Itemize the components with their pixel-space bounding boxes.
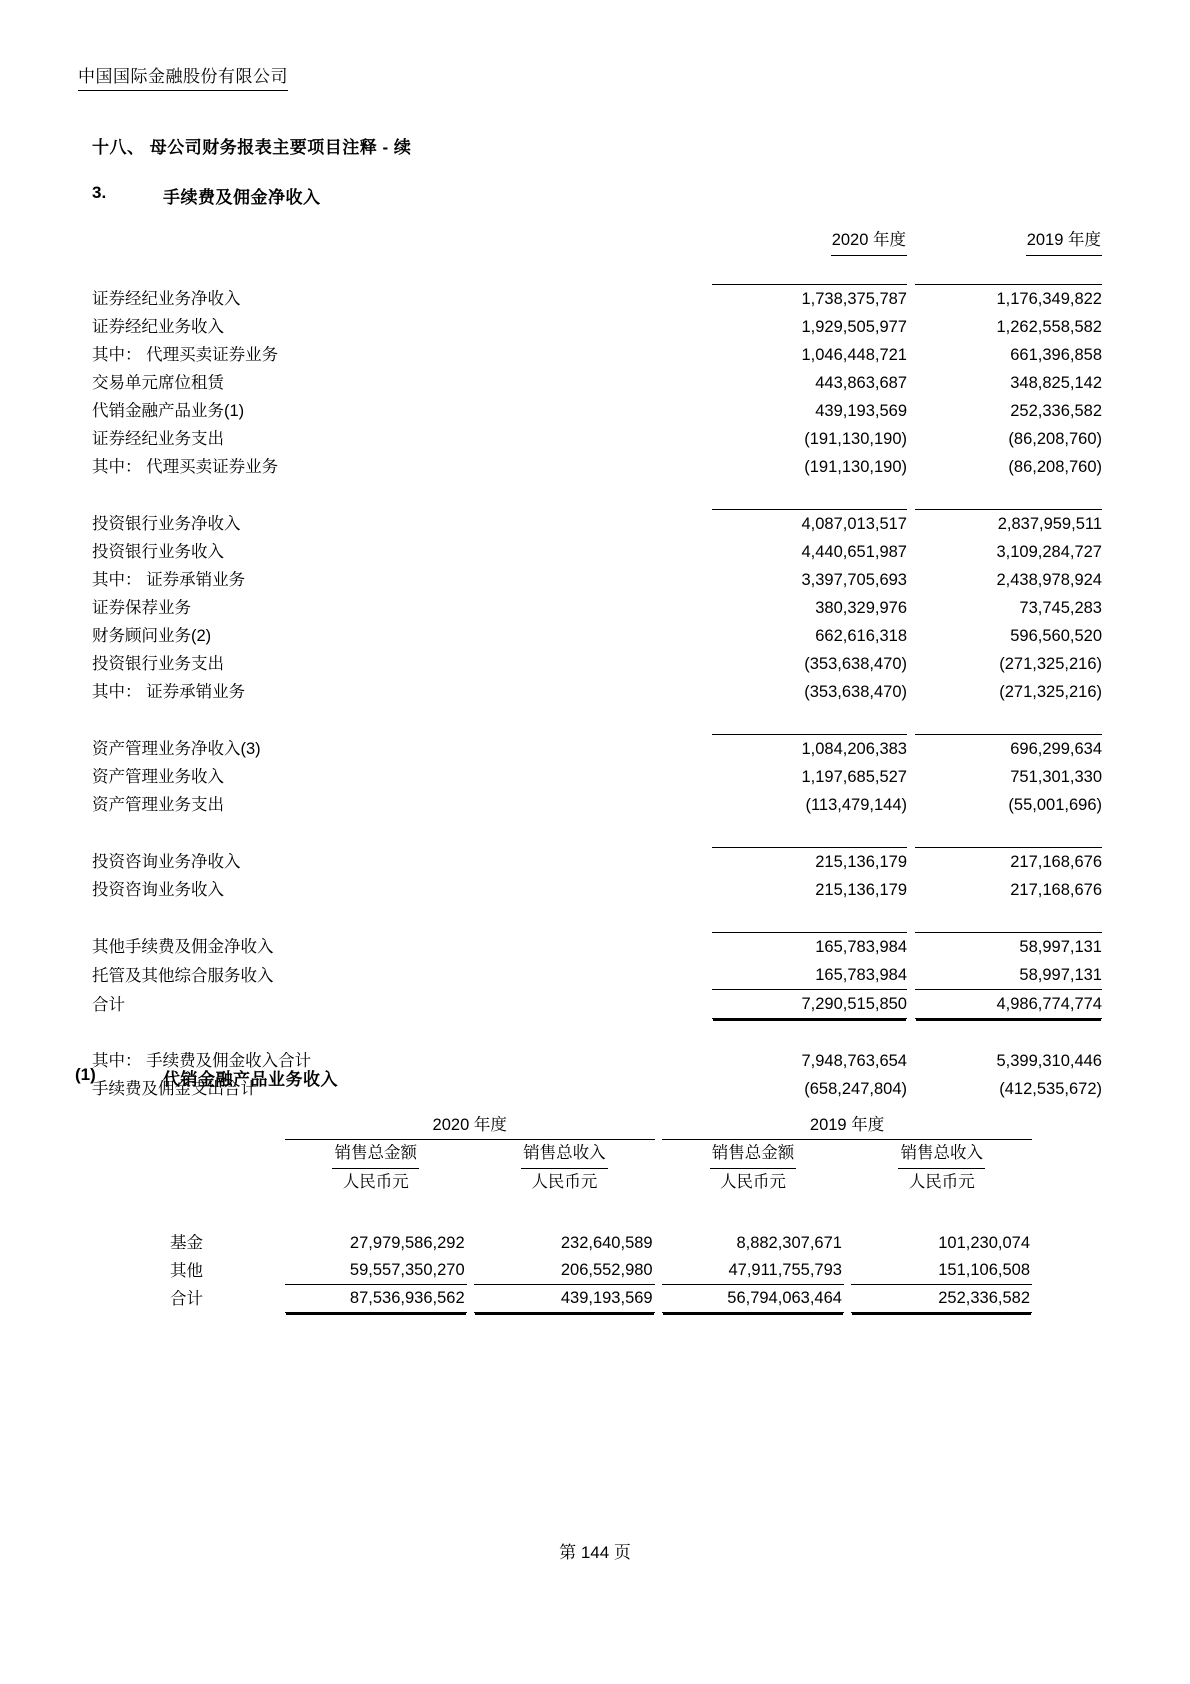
table-row bbox=[92, 313, 1102, 341]
row-value-2019: 348,825,142 bbox=[1010, 374, 1102, 392]
subtable-row-label: 其他 bbox=[170, 1261, 203, 1280]
row-label: 其中： 代理买卖证券业务 bbox=[92, 458, 279, 476]
row-label: 其他手续费及佣金净收入 bbox=[92, 938, 274, 956]
subtable-row-label: 基金 bbox=[170, 1234, 203, 1252]
row-label: 其中： 手续费及佣金收入合计 bbox=[92, 1052, 312, 1070]
table-spacer-row bbox=[92, 819, 1102, 848]
row-value-2019: 217,168,676 bbox=[1010, 881, 1102, 899]
row-label: 财务顾问业务(2) bbox=[92, 627, 212, 645]
section-title: 十八、 母公司财务报表主要项目注释 - 续 bbox=[92, 138, 412, 157]
subtable-cell: 252,336,582 bbox=[851, 1285, 1032, 1313]
subtable-cell: 27,979,586,292 bbox=[349, 1234, 465, 1252]
row-value-2019: (86,208,760) bbox=[1008, 458, 1102, 476]
row-label: 证券经纪业务收入 bbox=[92, 318, 224, 336]
row-label: 托管及其他综合服务收入 bbox=[92, 966, 274, 985]
table-row bbox=[92, 510, 1102, 539]
row-label: 手续费及佣金支出合计 bbox=[92, 1080, 257, 1098]
row-label: 投资咨询业务净收入 bbox=[92, 853, 241, 871]
row-value-2019: 58,997,131 bbox=[915, 933, 1102, 962]
column-gap bbox=[907, 876, 915, 904]
row-label: 资产管理业务净收入(3) bbox=[92, 740, 261, 758]
row-value-2019: 2,837,959,511 bbox=[915, 510, 1102, 539]
subtable-year-header-row bbox=[170, 1112, 1032, 1140]
column-gap bbox=[907, 594, 915, 622]
subtable-row-label: 合计 bbox=[170, 1289, 203, 1308]
column-gap bbox=[907, 425, 915, 453]
row-label: 其中： 代理买卖证券业务 bbox=[92, 346, 279, 364]
row-value-2020: (353,638,470) bbox=[804, 683, 907, 701]
row-value-2020: 4,440,651,987 bbox=[801, 543, 907, 561]
column-gap bbox=[907, 313, 915, 341]
row-label: 代销金融产品业务(1) bbox=[92, 402, 245, 420]
table-row bbox=[92, 538, 1102, 566]
subtable-cell: 47,911,755,793 bbox=[728, 1261, 842, 1279]
column-gap bbox=[907, 369, 915, 397]
subtable-cell: 151,106,508 bbox=[938, 1261, 1030, 1279]
row-value-2019: (271,325,216) bbox=[999, 655, 1102, 673]
column-gap bbox=[907, 848, 915, 877]
table-row bbox=[92, 453, 1102, 481]
subnote-number: (1) bbox=[75, 1065, 96, 1084]
row-label: 投资银行业务收入 bbox=[92, 543, 224, 561]
agency-product-income-table bbox=[170, 1112, 1032, 1313]
col-header-2019: 2019 年度 bbox=[1026, 226, 1102, 256]
table-row bbox=[92, 650, 1102, 678]
subtable-cell: 87,536,936,562 bbox=[285, 1285, 467, 1313]
row-label: 证券保荐业务 bbox=[92, 599, 191, 617]
subtable-unit-4: 人民币元 bbox=[908, 1173, 975, 1191]
column-gap bbox=[907, 933, 915, 962]
table-row bbox=[92, 369, 1102, 397]
table-spacer-row bbox=[92, 904, 1102, 933]
row-value-2020: (191,130,190) bbox=[804, 458, 907, 476]
column-gap bbox=[907, 397, 915, 425]
table-row bbox=[92, 848, 1102, 877]
subtable-row bbox=[170, 1257, 1032, 1285]
subtable-col-3: 销售总金额 bbox=[710, 1140, 797, 1169]
table-row bbox=[92, 622, 1102, 650]
column-gap bbox=[655, 1285, 663, 1313]
row-value-2020: (113,479,144) bbox=[805, 796, 907, 814]
column-gap bbox=[907, 961, 915, 990]
subtable-unit-2: 人民币元 bbox=[531, 1173, 598, 1191]
note-number: 3. bbox=[92, 183, 107, 202]
row-value-2019: 5,399,310,446 bbox=[996, 1052, 1102, 1070]
row-label: 其中： 证券承销业务 bbox=[92, 683, 246, 701]
table-row bbox=[92, 678, 1102, 706]
row-value-2020: 7,948,763,654 bbox=[801, 1052, 907, 1070]
table-spacer-row bbox=[92, 706, 1102, 735]
company-name: 中国国际金融股份有限公司 bbox=[78, 62, 288, 91]
row-label: 资产管理业务收入 bbox=[92, 768, 224, 786]
subtable-cell: 8,882,307,671 bbox=[736, 1234, 842, 1252]
column-gap bbox=[907, 622, 915, 650]
row-value-2020: 380,329,976 bbox=[815, 599, 907, 617]
fee-commission-table bbox=[92, 226, 1102, 1103]
row-label: 投资银行业务支出 bbox=[92, 655, 224, 673]
column-gap bbox=[907, 566, 915, 594]
subtable-year-2020: 2020 年度 bbox=[285, 1112, 655, 1140]
subtable-unit-3: 人民币元 bbox=[720, 1173, 787, 1191]
note-title: 手续费及佣金净收入 bbox=[163, 188, 321, 207]
column-gap bbox=[907, 990, 915, 1019]
table-spacer-row bbox=[92, 481, 1102, 510]
column-gap bbox=[907, 1075, 915, 1103]
column-gap bbox=[907, 285, 915, 314]
column-gap bbox=[907, 1047, 915, 1075]
row-value-2020: 662,616,318 bbox=[815, 627, 907, 645]
row-value-2020: 165,783,984 bbox=[815, 966, 907, 984]
row-label: 证券经纪业务支出 bbox=[92, 430, 224, 448]
table-row bbox=[92, 990, 1102, 1019]
table-row bbox=[92, 397, 1102, 425]
row-label: 投资咨询业务收入 bbox=[92, 881, 224, 899]
subtable-unit-header-row bbox=[170, 1169, 1032, 1196]
row-value-2019: 252,336,582 bbox=[1010, 402, 1102, 420]
table-row bbox=[92, 594, 1102, 622]
row-value-2019: 2,438,978,924 bbox=[996, 571, 1102, 589]
row-value-2020: (353,638,470) bbox=[804, 655, 907, 673]
subtable-col-4: 销售总收入 bbox=[898, 1140, 985, 1169]
row-value-2019: 596,560,520 bbox=[1010, 627, 1102, 645]
row-value-2020: 215,136,179 bbox=[815, 881, 907, 899]
row-value-2020: 3,397,705,693 bbox=[801, 571, 907, 589]
row-value-2019: 58,997,131 bbox=[1019, 966, 1102, 984]
row-value-2020: 4,087,013,517 bbox=[712, 510, 907, 539]
table-spacer-row bbox=[92, 1019, 1102, 1048]
row-value-2019: 4,986,774,774 bbox=[915, 990, 1102, 1019]
row-value-2020: 1,084,206,383 bbox=[712, 735, 907, 764]
column-gap bbox=[844, 1285, 852, 1313]
col-header-2020: 2020 年度 bbox=[831, 226, 907, 256]
column-gap bbox=[907, 735, 915, 764]
page-number: 第 144 页 bbox=[559, 1543, 631, 1562]
table-row bbox=[92, 791, 1102, 819]
subtable-cell: 101,230,074 bbox=[938, 1234, 1030, 1252]
row-value-2020: 1,046,448,721 bbox=[801, 346, 907, 364]
subtable-row bbox=[170, 1230, 1032, 1257]
row-value-2020: 215,136,179 bbox=[712, 848, 907, 877]
row-value-2019: 3,109,284,727 bbox=[996, 543, 1102, 561]
row-label: 证券经纪业务净收入 bbox=[92, 290, 241, 308]
subtable-year-2019: 2019 年度 bbox=[662, 1112, 1032, 1140]
row-label: 其中： 证券承销业务 bbox=[92, 571, 246, 589]
column-gap bbox=[467, 1257, 475, 1285]
subtable-cell: 206,552,980 bbox=[560, 1261, 653, 1279]
column-gap bbox=[844, 1230, 852, 1257]
table-row bbox=[92, 341, 1102, 369]
table-row bbox=[92, 933, 1102, 962]
column-gap bbox=[844, 1257, 852, 1285]
column-gap bbox=[907, 341, 915, 369]
column-gap bbox=[907, 763, 915, 791]
row-value-2020: 165,783,984 bbox=[712, 933, 907, 962]
column-gap bbox=[907, 678, 915, 706]
subtable-cell: 56,794,063,464 bbox=[662, 1285, 844, 1313]
column-gap bbox=[907, 791, 915, 819]
row-value-2019: 217,168,676 bbox=[915, 848, 1102, 877]
row-value-2020: (658,247,804) bbox=[804, 1080, 907, 1098]
table-row bbox=[92, 763, 1102, 791]
column-gap bbox=[655, 1230, 663, 1257]
table-row bbox=[92, 566, 1102, 594]
column-gap bbox=[907, 510, 915, 539]
table-row bbox=[92, 735, 1102, 764]
subtable-col-2: 销售总收入 bbox=[521, 1140, 608, 1169]
row-value-2019: 1,262,558,582 bbox=[996, 318, 1102, 336]
subtable-row bbox=[170, 1285, 1032, 1313]
row-value-2019: 661,396,858 bbox=[1010, 346, 1102, 364]
row-value-2019: 696,299,634 bbox=[915, 735, 1102, 764]
row-value-2019: (271,325,216) bbox=[999, 683, 1102, 701]
table-row bbox=[92, 961, 1102, 990]
column-gap bbox=[907, 538, 915, 566]
row-value-2020: 439,193,569 bbox=[815, 402, 907, 420]
column-gap bbox=[907, 453, 915, 481]
row-value-2019: (86,208,760) bbox=[1008, 430, 1102, 448]
row-label: 资产管理业务支出 bbox=[92, 796, 224, 814]
subtable-cell: 59,557,350,270 bbox=[349, 1261, 465, 1279]
subnote-title: 代销金融产品业务收入 bbox=[163, 1070, 338, 1089]
row-value-2020: 443,863,687 bbox=[815, 374, 907, 392]
row-value-2020: 7,290,515,850 bbox=[712, 990, 907, 1019]
row-value-2020: 1,929,505,977 bbox=[801, 318, 907, 336]
row-label: 合计 bbox=[92, 995, 125, 1014]
row-label: 交易单元席位租赁 bbox=[92, 374, 224, 392]
subtable-col-header-row bbox=[170, 1140, 1032, 1170]
column-gap bbox=[467, 1230, 475, 1257]
row-value-2019: 73,745,283 bbox=[1019, 599, 1102, 617]
row-value-2020: 1,738,375,787 bbox=[712, 285, 907, 314]
subtable-cell: 232,640,589 bbox=[560, 1234, 653, 1252]
row-value-2019: (55,001,696) bbox=[1008, 796, 1102, 814]
row-value-2019: (412,535,672) bbox=[999, 1080, 1102, 1098]
row-value-2020: 1,197,685,527 bbox=[801, 768, 907, 786]
subtable-col-1: 销售总金额 bbox=[332, 1140, 419, 1169]
column-gap bbox=[907, 650, 915, 678]
subtable-cell: 439,193,569 bbox=[474, 1285, 654, 1313]
column-gap bbox=[655, 1257, 663, 1285]
column-gap bbox=[467, 1285, 475, 1313]
subtable-unit-1: 人民币元 bbox=[342, 1173, 409, 1191]
row-value-2019: 1,176,349,822 bbox=[915, 285, 1102, 314]
row-value-2020: (191,130,190) bbox=[804, 430, 907, 448]
table-row bbox=[92, 425, 1102, 453]
table-header-row bbox=[92, 226, 1102, 256]
row-label: 投资银行业务净收入 bbox=[92, 515, 241, 533]
row-value-2019: 751,301,330 bbox=[1010, 768, 1102, 786]
table-row bbox=[92, 876, 1102, 904]
table-row bbox=[92, 285, 1102, 314]
